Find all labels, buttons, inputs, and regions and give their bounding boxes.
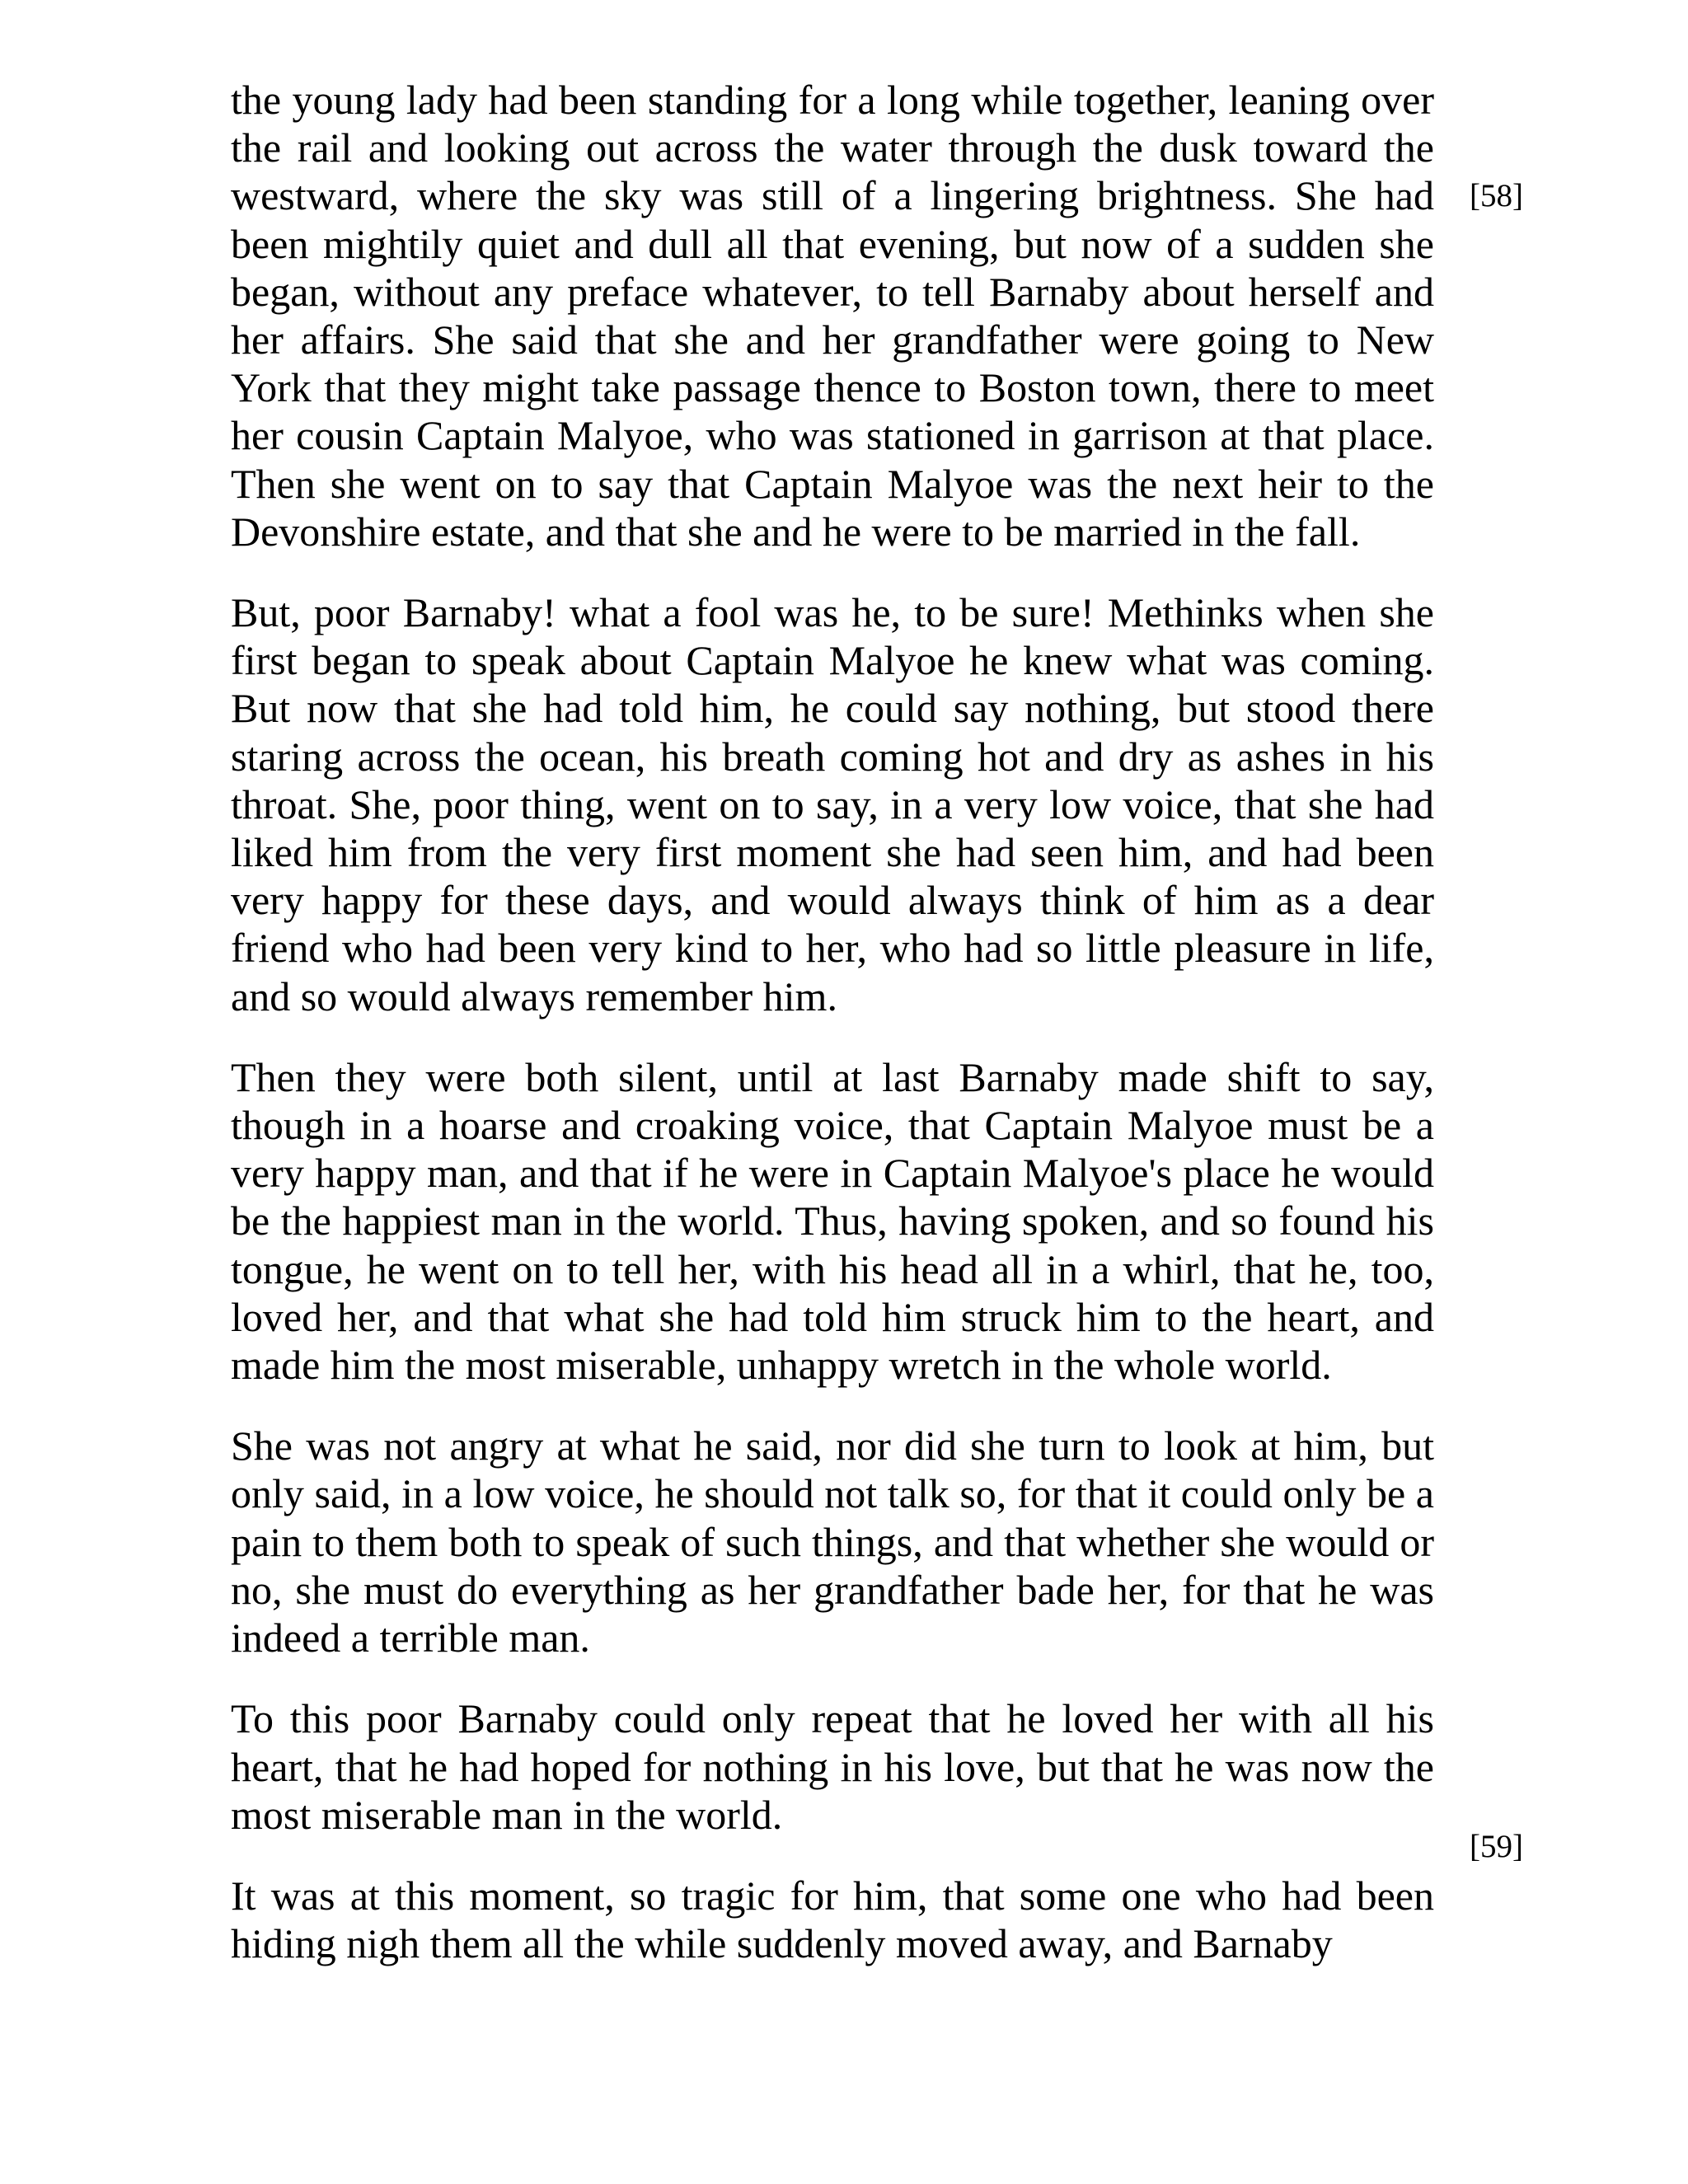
paragraph-1: the young lady had been standing for a long while together, leaning over the rail and looking out across the water through the dusk toward the westward, where the sky was still of a lingering brightness. She had been mightily quiet and dull all that evening, but now of a sudden she began, without any preface whatever, to tell Barnaby about herself and her affairs. She said that she and her grandfather were going to New York that they might take passage thence to Boston town, there to meet her cousin Captain Malyoe, who was stationed in garrison at that place. Then she went on to say that Captain Malyoe was the next heir to the Devonshire estate, and that she and he were to be married in the fall.	[231, 77, 1434, 555]
paragraph-6: It was at this moment, so tragic for him, that some one who had been hiding nigh them all the while suddenly moved away, and Barnaby	[231, 1872, 1434, 1967]
paragraph-5: To this poor Barnaby could only repeat that he loved her with all his heart, that he had hoped for nothing in his love, but that he was now the most miserable man in the world.	[231, 1695, 1434, 1838]
page-number-58: [58]	[1470, 178, 1523, 213]
page-number-59: [59]	[1470, 1829, 1523, 1864]
paragraph-3: Then they were both silent, until at last Barnaby made shift to say, though in a hoarse and croaking voice, that Captain Malyoe must be a very happy man, and that if he were in Captain Malyoe's place he would be the happiest man in the world. Thus, having spoken, and so found his tongue, he went on to tell her, with his head all in a whirl, that he, too, loved her, and that what she had told him struck him to the heart, and made him the most miserable, unhappy wretch in the whole world.	[231, 1053, 1434, 1389]
paragraph-4: She was not angry at what he said, nor did she turn to look at him, but only said, in a low voice, he should not talk so, for that it could only be a pain to them both to speak of such things, and that whether she would or no, she must do everything as her grandfather bade her, for that he was indeed a terrible man.	[231, 1422, 1434, 1661]
page-body	[231, 76, 1434, 2000]
paragraph-2: But, poor Barnaby! what a fool was he, to be sure! Methinks when she first began to speak about Captain Malyoe he knew what was coming. But now that she had told him, he could say nothing, but stood there staring across the ocean, his breath coming hot and dry as ashes in his throat. She, poor thing, went on to say, in a very low voice, that she had liked him from the very first moment she had seen him, and had been very happy for these days, and would always think of him as a dear friend who had been very kind to her, who had so little pleasure in life, and so would always remember him.	[231, 589, 1434, 1019]
